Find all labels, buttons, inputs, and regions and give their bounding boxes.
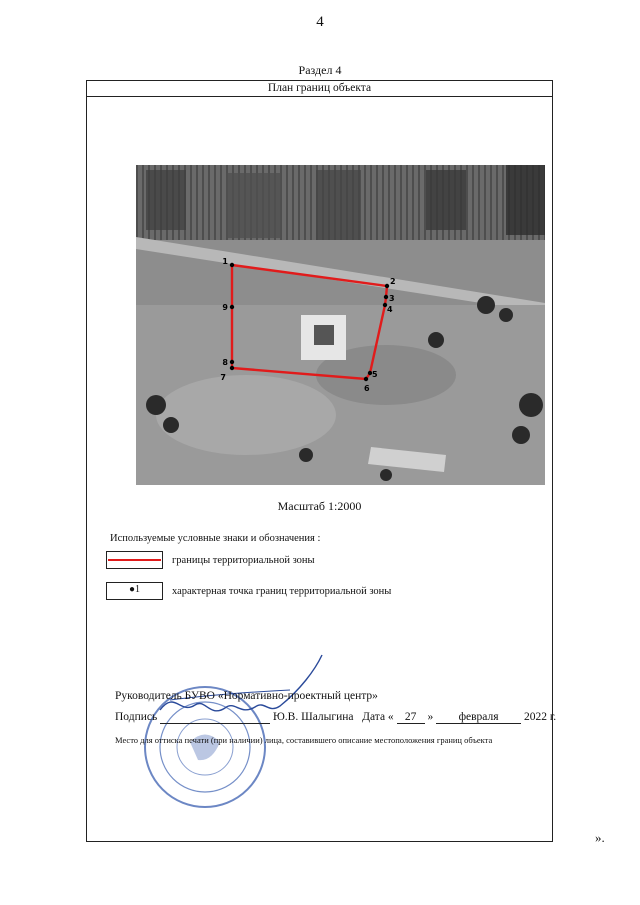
date-mid: » [427,711,434,723]
legend-item-label: границы территориальной зоны [172,555,315,566]
point-label: 4 [387,305,393,314]
point-label: 3 [389,294,395,303]
legend-point-symbol: ●1 [128,584,141,595]
point-label: 7 [220,373,226,382]
signer-name: Ю.В. Шалыгина [272,711,354,723]
page-number: 4 [316,14,324,30]
date-year: 2022 г. [523,711,557,723]
signature-line [115,711,556,724]
legend-red-line [108,559,161,561]
signature-blank [160,711,270,724]
plan-title: План границ объекта [86,80,553,97]
date-month: февраля [436,711,521,724]
point-label: 6 [364,384,370,393]
point-label: 2 [390,277,396,286]
sign-prefix: Подпись [115,711,158,723]
stamp-caption: Место для оттиска печати (при наличии) лица, составившего описание местоположения границ объекта [115,735,493,745]
point-label: 8 [222,358,228,367]
closing-quote: ». [595,830,605,845]
legend-heading: Используемые условные знаки и обозначения : [110,533,321,544]
head-line: Руководитель БУВО «Нормативно-проектный центр» [115,690,378,702]
legend-line-swatch [106,551,163,569]
section-label: Раздел 4 [298,63,342,77]
date-day: 27 [397,711,425,724]
date-label: Дата « [362,711,394,723]
point-label: 5 [372,370,378,379]
point-label: 9 [222,303,228,312]
legend-point-swatch [106,582,163,600]
scale-text: Масштаб 1:2000 [277,499,362,513]
point-label: 1 [222,257,228,266]
aerial-map [136,165,545,485]
legend-item-label: характерная точка границ территориальной зоны [172,586,392,597]
